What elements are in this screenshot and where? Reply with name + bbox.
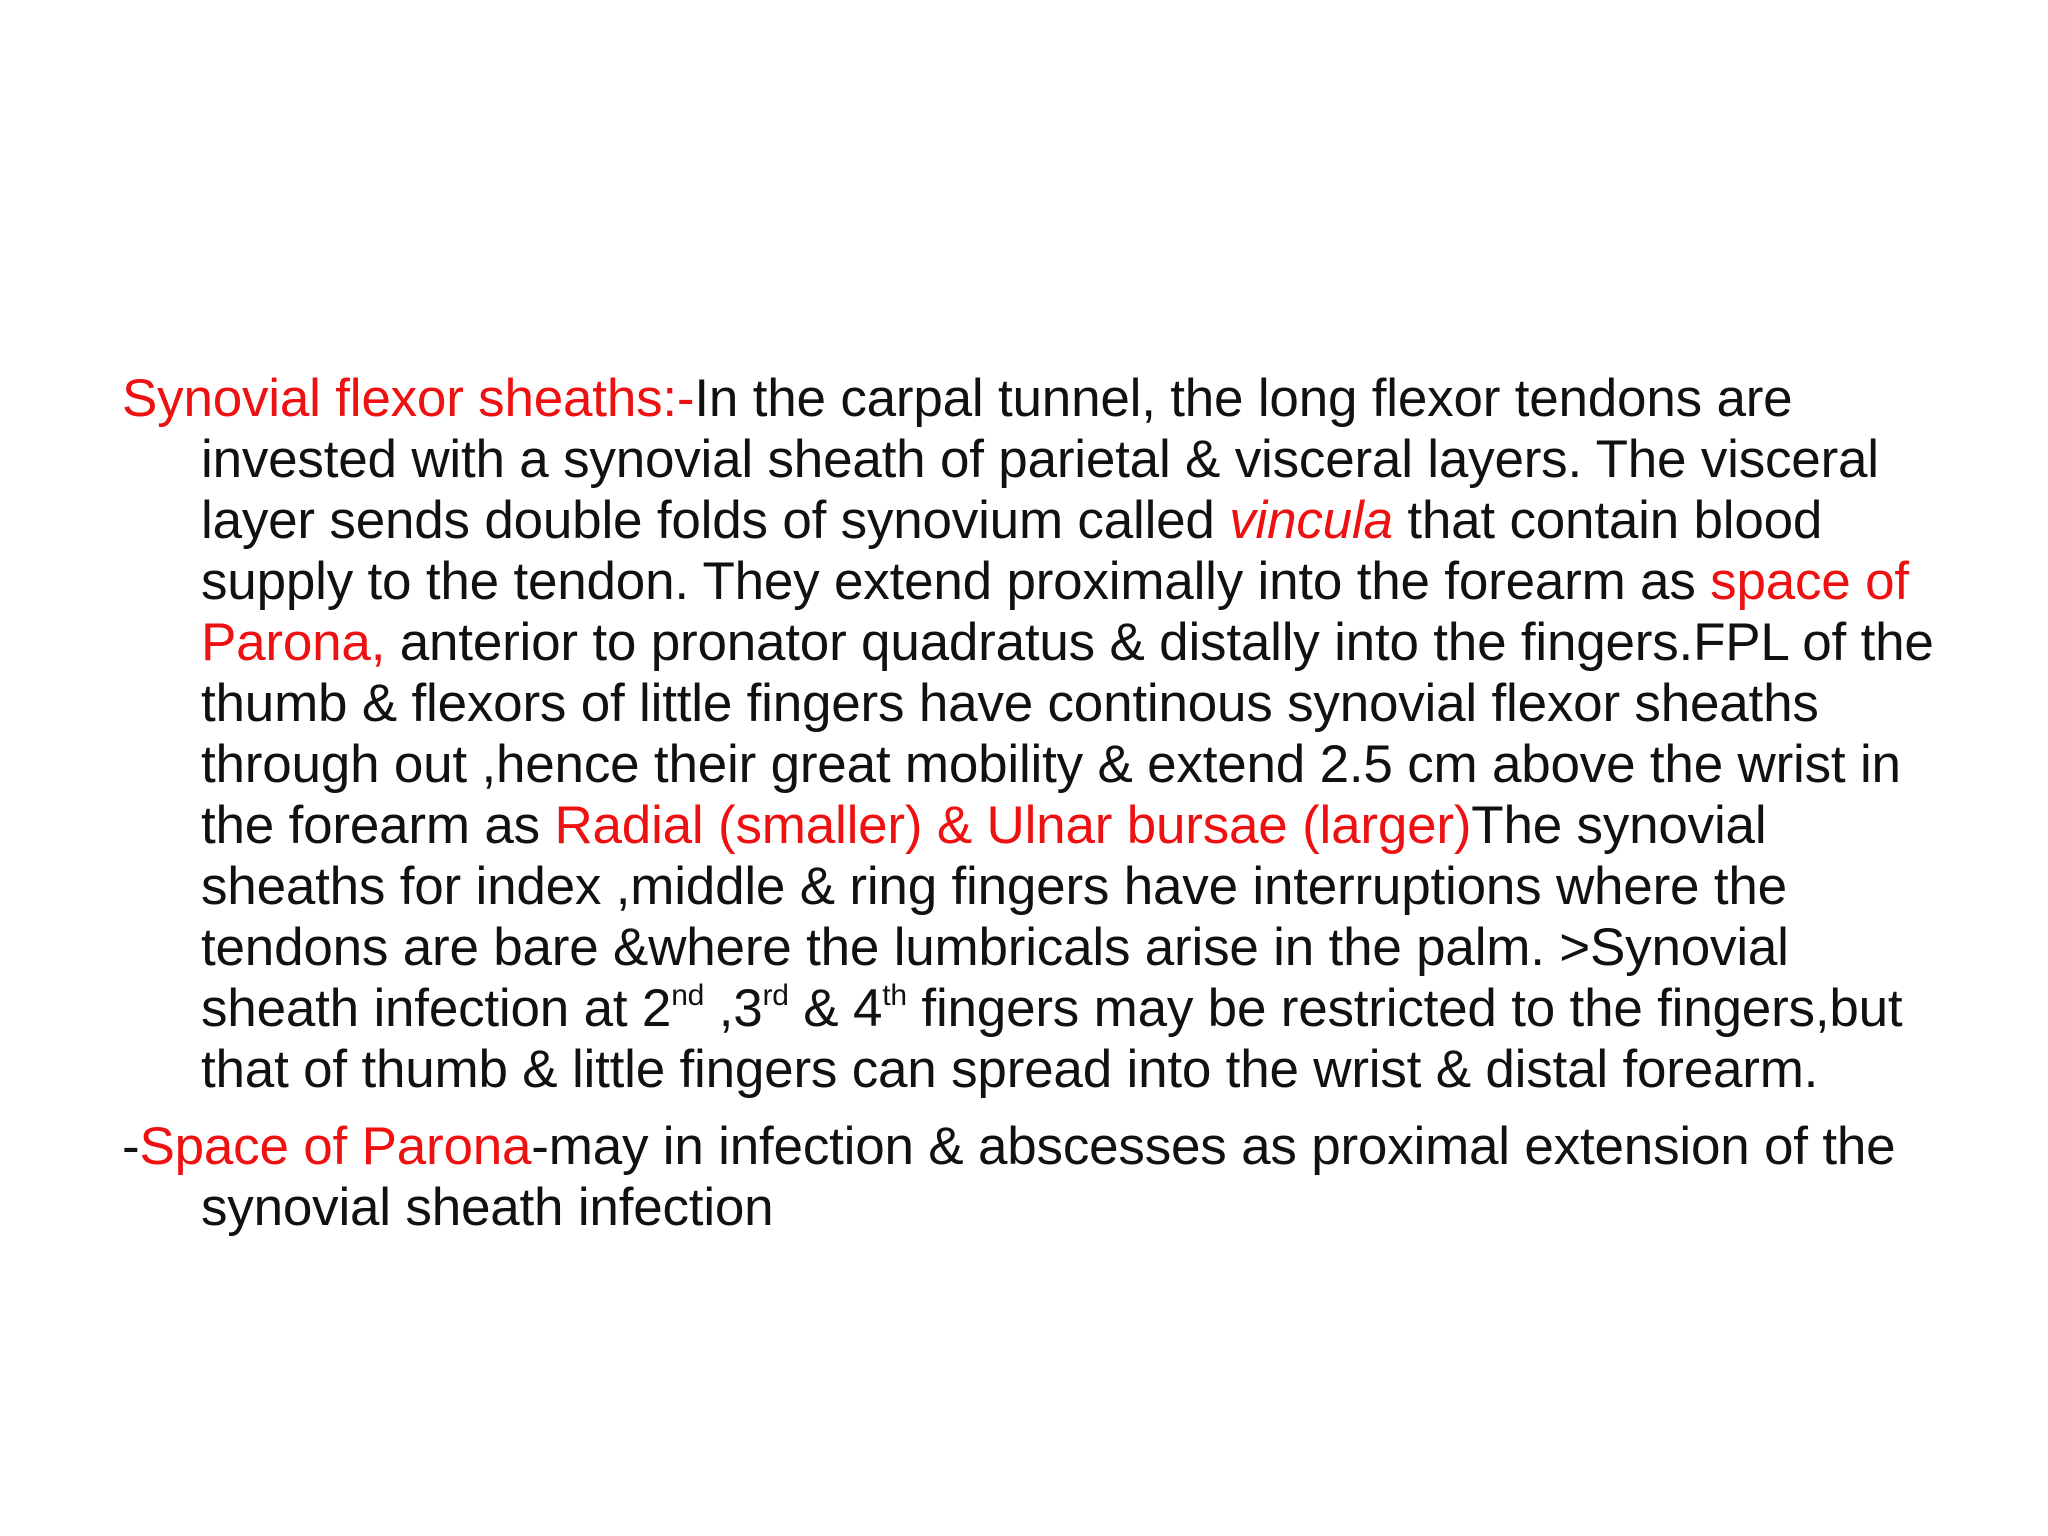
bullet-dash: - [122,1117,140,1176]
ordinal-suffix: th [882,979,907,1013]
synovial-sheaths-paragraph [122,368,1952,1100]
paragraph-text: ,3 [704,979,763,1038]
space-of-parona-heading: Space of Parona [139,1117,532,1176]
synovial-sheaths-heading: Synovial flexor sheaths:- [122,369,695,428]
paragraph-text: anterior to pronator quadratus & distally into the fingers.FPL of the thumb & flexors of little fingers have continous synovial flexor sheaths through out ,hence their great mobility & extend 2.5 cm above the wrist in the forearm as [201,613,1934,855]
bursae-term: Radial (smaller) & Ulnar bursae (larger) [554,796,1472,855]
paragraph-text: The synovial sheaths for index ,middle & ring fingers have interruptions where the tendons are bare &where the lumbricals arise in the palm. >Synovial sheath infection at 2 [201,796,1789,1038]
paragraph-text: & 4 [788,979,883,1038]
paragraph-text: In the carpal tunnel, the long flexor tendons are invested with a synovial sheath of parietal & visceral layers. The visceral layer sends double folds of synovium called [201,369,1879,550]
ordinal-suffix: nd [671,979,705,1013]
ordinal-suffix: rd [762,979,789,1013]
slide-body [122,368,1952,1238]
vincula-term: vincula [1229,491,1393,550]
paragraph-text: -may in infection & abscesses as proximal extension of the synovial sheath infection [201,1117,1896,1237]
paragraph-text: that contain blood supply to the tendon. They extend proximally into the forearm as [201,491,1823,611]
paragraph-text: fingers may be restricted to the fingers,but that of thumb & little fingers can spread into the wrist & distal forearm. [201,979,1903,1099]
space-of-parona-term: space of Parona, [201,552,1909,672]
space-of-parona-paragraph [122,1116,1952,1238]
